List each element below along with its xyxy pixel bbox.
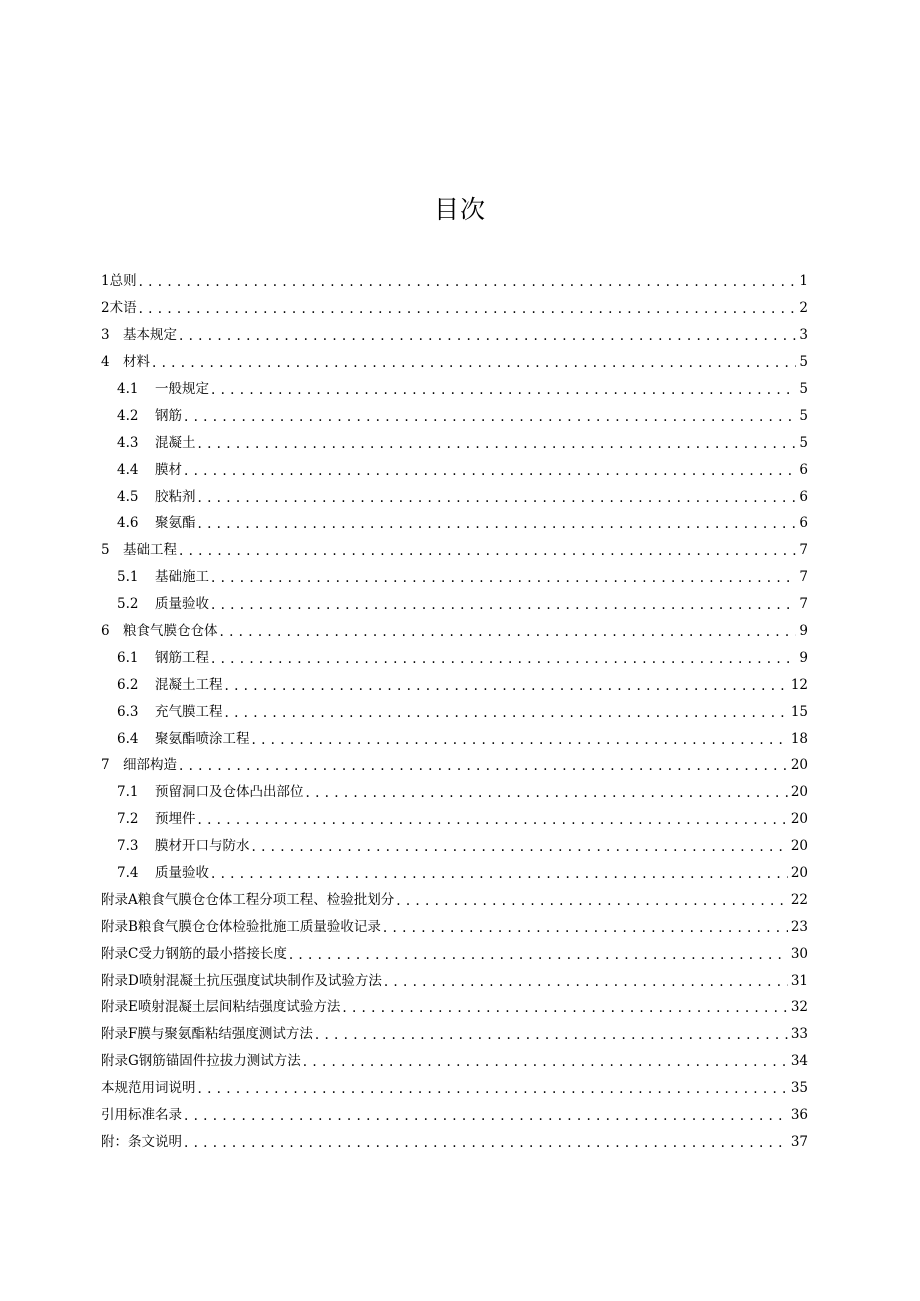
toc-entry-label [101,999,340,1015]
section-number: 5.1 [117,569,139,586]
toc-entry[interactable] [101,994,808,1021]
section-title: 细部构造 [123,757,177,774]
page-number: 9 [799,649,808,666]
section-number: 6.3 [117,703,139,720]
page-number: 9 [799,623,808,640]
dot-leader [315,1027,788,1043]
dot-leader [211,866,788,882]
toc-entry-label [117,650,209,666]
toc-entry-label [101,327,177,343]
dot-leader [179,758,788,774]
page-number: 37 [790,1133,808,1150]
toc-entry[interactable] [101,698,808,725]
page-number: 33 [790,1026,808,1043]
section-title: 充气膜工程 [155,703,223,720]
toc-entry[interactable] [101,725,808,752]
dot-leader [198,812,788,828]
dot-leader [211,597,796,613]
section-title: 粮食气膜仓仓体 [123,623,218,640]
toc-entry[interactable] [101,268,808,295]
page-number: 6 [799,461,808,478]
page-number: 7 [799,569,808,586]
toc-entry[interactable] [101,671,808,698]
toc-entry[interactable] [101,779,808,806]
toc-entry[interactable] [101,967,808,994]
section-title: 附录B粮食气膜仓仓体检验批施工质量验收记录 [101,918,381,935]
dot-leader [289,947,788,963]
dot-leader [184,1135,788,1151]
toc-entry-label [117,731,250,747]
dot-leader [252,839,788,855]
section-number: 7.2 [117,811,139,828]
toc-entry[interactable] [101,752,808,779]
page-number: 5 [799,354,808,371]
toc-entry-label [117,677,223,693]
toc-entry-label [101,623,218,639]
page-number: 20 [790,811,808,828]
page-number: 30 [790,945,808,962]
dot-leader [184,409,796,425]
toc-entry-label [117,784,304,800]
section-title: 附录C受力钢筋的最小搭接长度 [101,945,287,962]
dot-leader [306,785,788,801]
toc-entry[interactable] [101,806,808,833]
section-number: 1 [101,273,110,290]
dot-leader [396,893,788,909]
toc-entry[interactable] [101,429,808,456]
toc-entry[interactable] [101,537,808,564]
dot-leader [211,570,796,586]
page-number: 6 [799,515,808,532]
section-title: 总则 [109,273,137,290]
section-title: 附录D喷射混凝土抗压强度试块制作及试验方法 [101,972,382,989]
page-number: 7 [799,596,808,613]
dot-leader [225,678,788,694]
section-title: 材料 [123,354,150,371]
dot-leader [179,328,796,344]
toc-entry[interactable] [101,940,808,967]
section-number: 7.3 [117,838,139,855]
toc-entry-label [117,569,209,585]
toc-entry[interactable] [101,644,808,671]
toc-entry[interactable] [101,860,808,887]
dot-leader [198,516,797,532]
toc-entry[interactable] [101,1129,808,1156]
dot-leader [198,490,797,506]
page-number: 2 [799,300,808,317]
section-title: 膜材 [155,461,182,478]
page-number: 6 [799,488,808,505]
page-number: 18 [790,730,808,747]
dot-leader [384,974,788,990]
dot-leader [252,732,788,748]
section-number: 4.3 [117,434,139,451]
toc-entry[interactable] [101,349,808,376]
section-title: 预埋件 [155,811,196,828]
section-title: 本规范用词说明 [101,1080,196,1097]
page-number: 3 [799,327,808,344]
section-number: 4.6 [117,515,139,532]
dot-leader [179,543,796,559]
section-number: 6.1 [117,649,139,666]
page-number: 5 [799,381,808,397]
section-title: 术语 [109,300,137,317]
section-number: 7 [101,757,110,774]
section-number: 6 [101,623,110,640]
toc-entry-label [117,811,196,827]
toc-entry-label [101,946,287,962]
section-number: 5 [101,542,110,559]
page-number: 23 [790,918,808,935]
section-title: 附录F膜与聚氨酯粘结强度测试方法 [101,1026,313,1043]
page-number: 20 [790,865,808,882]
page-number: 32 [790,999,808,1016]
section-number: 4.4 [117,461,139,478]
toc-entry[interactable] [101,295,808,322]
toc-entry-label [101,757,177,773]
dot-leader [139,274,797,290]
section-title: 钢筋 [155,407,182,424]
section-title: 附录A粮食气膜仓仓体工程分项工程、检验批划分 [101,891,395,908]
toc-entry[interactable] [101,1102,808,1129]
toc-entry[interactable] [101,402,808,429]
page-number: 20 [790,757,808,774]
page-number: 12 [790,676,808,693]
section-number: 4 [101,354,110,371]
page-number: 5 [799,407,808,424]
section-number: 4.5 [117,488,139,505]
section-title: 混凝土 [155,434,196,451]
page-number: 22 [790,891,808,908]
page-title: 目次 [433,195,486,224]
section-number: 7.4 [117,865,139,882]
dot-leader [220,624,797,640]
section-number: 7.1 [117,784,139,801]
section-title: 胶粘剂 [155,488,196,505]
toc-entry-label [101,1080,196,1096]
dot-leader [184,463,796,479]
section-number: 6.4 [117,730,139,747]
toc-entry[interactable] [101,833,808,860]
page-number: 7 [799,542,808,559]
section-title: 附：条文说明 [101,1133,182,1150]
section-number: 6.2 [117,676,139,693]
page-number: 34 [790,1053,808,1070]
page-number: 15 [790,703,808,720]
dot-leader [225,705,788,721]
dot-leader [342,1000,787,1016]
section-title: 基础工程 [123,542,177,559]
toc-entry-label [101,973,382,989]
page-number: 20 [790,838,808,855]
toc-entry[interactable] [101,1021,808,1048]
toc-entry[interactable] [101,322,808,349]
section-title: 基本规定 [123,327,177,344]
toc-entry-label [117,435,196,451]
toc-entry[interactable] [101,591,808,618]
dot-leader [184,1108,788,1124]
section-number: 5.2 [117,596,139,613]
dot-leader [383,920,788,936]
toc-entry-label [101,1134,182,1150]
dot-leader [152,355,796,371]
section-title: 质量验收 [155,596,209,613]
section-number: 3 [101,327,110,344]
toc-entry-label [101,273,137,289]
section-title: 质量验收 [155,865,209,882]
dot-leader [303,1054,788,1070]
section-title: 引用标准名录 [101,1107,182,1124]
toc-entry[interactable] [101,376,808,403]
toc-entry-label [117,704,223,720]
section-title: 基础施工 [155,569,209,586]
dot-leader [198,1081,788,1097]
page-number: 1 [799,273,808,290]
toc-entry[interactable] [101,618,808,645]
table-of-contents [101,268,808,1155]
page-number: 31 [790,972,808,989]
page-number: 5 [799,434,808,451]
toc-entry-label [117,865,209,881]
toc-entry[interactable] [101,913,808,940]
toc-entry-label [117,838,250,854]
toc-entry-label [117,515,196,531]
section-title: 聚氨酯 [155,515,196,532]
toc-entry-label [117,489,196,505]
toc-entry-label [101,542,177,558]
toc-entry-label [117,462,182,478]
section-title: 附录E喷射混凝土层间粘结强度试验方法 [101,999,341,1016]
toc-entry[interactable] [101,456,808,483]
toc-entry-label [117,408,182,424]
dot-leader [139,301,797,317]
page-number: 36 [790,1107,808,1124]
toc-entry-label [101,300,137,316]
toc-entry[interactable] [101,886,808,913]
toc-entry-label [101,1107,182,1123]
toc-entry[interactable] [101,1075,808,1102]
dot-leader [211,382,796,398]
section-number: 4.2 [117,407,139,424]
toc-entry-label [101,892,394,908]
toc-entry-label [101,1053,301,1069]
toc-entry-label [101,354,150,370]
toc-entry-label [117,381,209,397]
section-title: 混凝土工程 [155,676,223,693]
toc-entry-label [117,596,209,612]
toc-entry[interactable] [101,564,808,591]
section-title: 膜材开口与防水 [155,838,250,855]
toc-entry[interactable] [101,483,808,510]
section-title: 聚氨酯喷涂工程 [155,730,250,747]
page-number: 35 [790,1080,808,1097]
section-title: 一般规定 [155,381,209,397]
dot-leader [211,651,796,667]
dot-leader [198,436,797,452]
toc-entry-label [101,919,381,935]
section-number: 4.1 [117,381,139,397]
toc-entry[interactable] [101,1048,808,1075]
section-number: 2 [101,300,110,317]
section-title: 附录G钢筋锚固件拉拔力测试方法 [101,1053,301,1070]
page-number: 20 [790,784,808,801]
toc-entry[interactable] [101,510,808,537]
section-title: 预留洞口及仓体凸出部位 [155,784,304,801]
section-title: 钢筋工程 [155,649,209,666]
toc-entry-label [101,1026,313,1042]
